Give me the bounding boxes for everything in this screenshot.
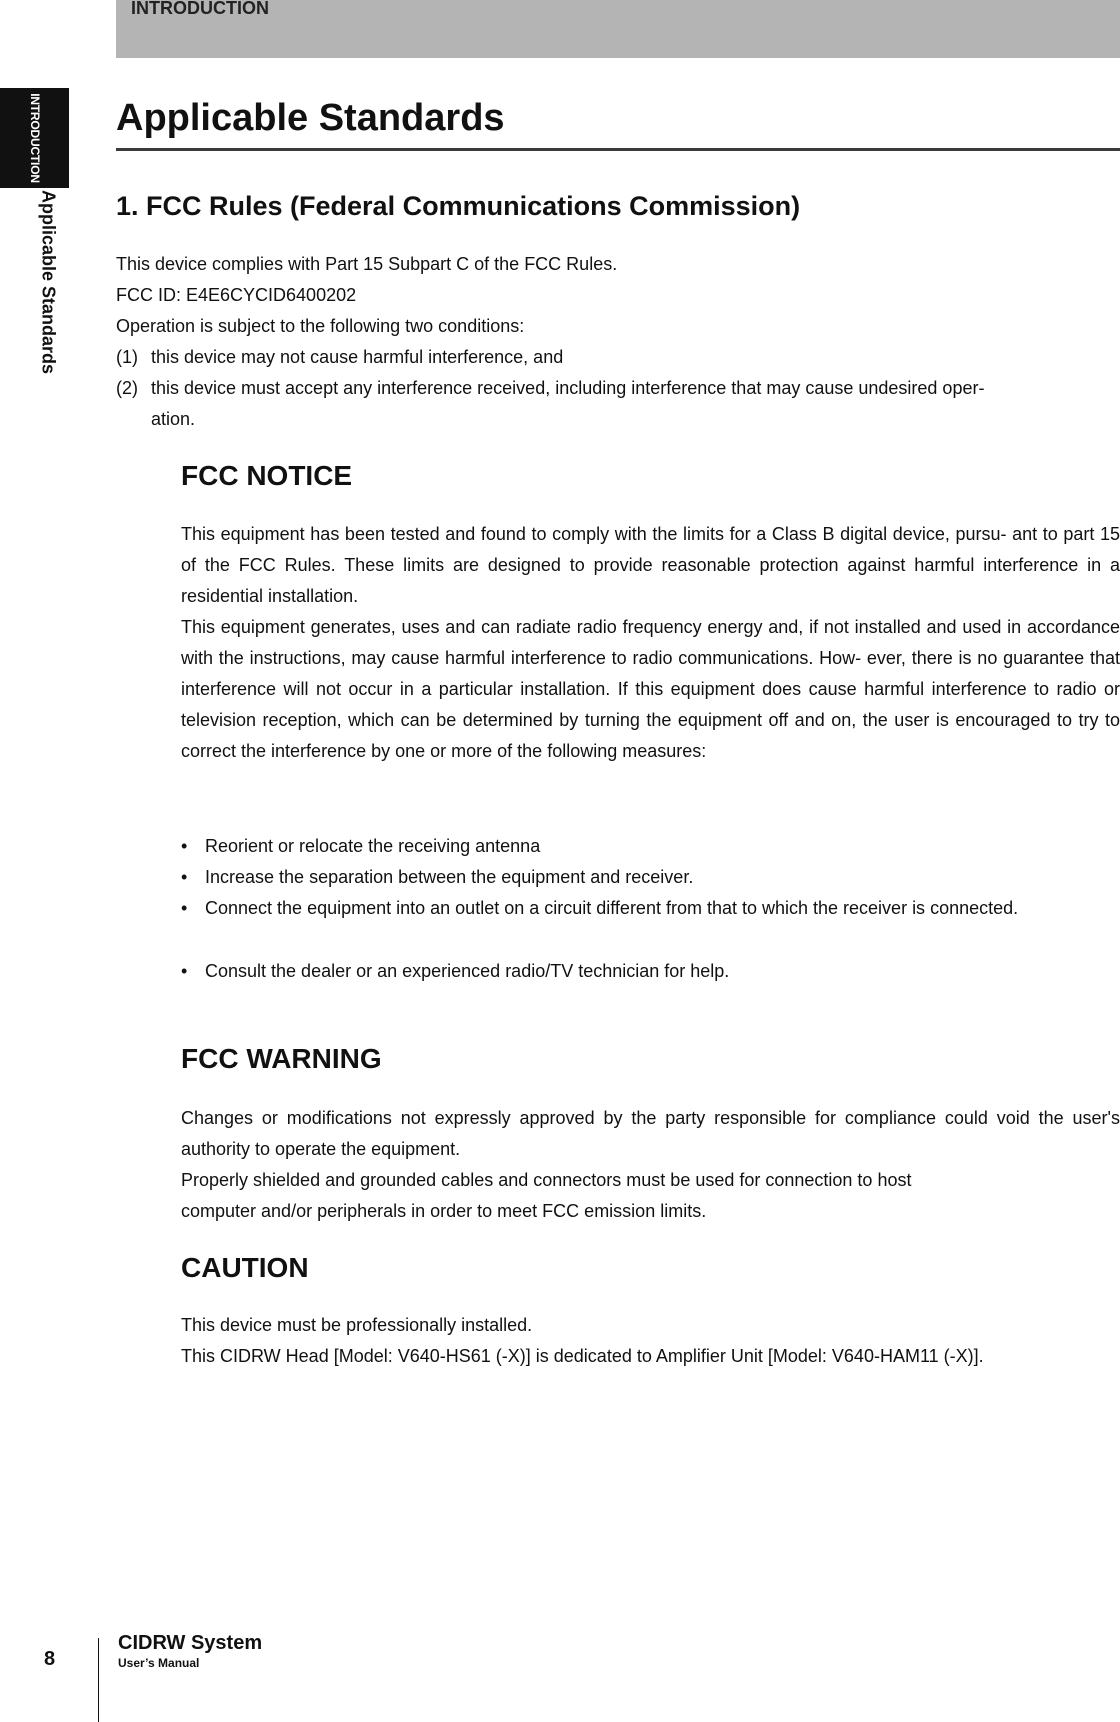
fcc-warning-heading: FCC WARNING (181, 1043, 382, 1074)
condition-number: (1) (116, 347, 138, 367)
footer-product-name: CIDRW System (118, 1632, 263, 1654)
caution-heading: CAUTION (181, 1252, 309, 1283)
bullet-mark: • (181, 898, 188, 918)
bullet-mark: • (181, 836, 188, 856)
fcc-id: FCC ID: E4E6CYCID6400202 (116, 285, 357, 305)
bullet-mark: • (181, 961, 188, 981)
caution-line-1: This device must be professionally installed. (181, 1315, 533, 1335)
header-section-label: INTRODUCTION (131, 0, 269, 18)
caution-line-2: This CIDRW Head [Model: V640-HS61 (-X)] is dedicated to Amplifier Unit [Model: V640-HAM11 (-X)]. (181, 1346, 984, 1366)
measure-item: Reorient or relocate the receiving antenna (205, 836, 541, 856)
condition-text: this device may not cause harmful interference, and (151, 347, 564, 367)
side-tab-label: INTRODUCTION (28, 93, 42, 183)
fcc-warning-paragraph-2-line-1: Properly shielded and grounded cables and connectors must be used for connection to host (181, 1170, 912, 1190)
intro-line-1: This device complies with Part 15 Subpart C of the FCC Rules. (116, 254, 618, 274)
fcc-notice-paragraph-1: This equipment has been tested and found to comply with the limits for a Class B digital device, pursu- ant to part 15 of the FCC Rules. These limits are designed to provide reasonable protection against harmful interference in a residential installation. (181, 524, 1120, 606)
measure-item: Connect the equipment into an outlet on a circuit different from that to which the receiver is connected. (205, 898, 1019, 918)
bullet-mark: • (181, 867, 188, 887)
intro-line-3: Operation is subject to the following two conditions: (116, 316, 525, 336)
page-number: 8 (44, 1648, 56, 1670)
measure-item: Consult the dealer or an experienced radio/TV technician for help. (205, 961, 730, 981)
title-rule (116, 148, 1120, 151)
fcc-warning-paragraph-2-line-2: computer and/or peripherals in order to meet FCC emission limits. (181, 1201, 707, 1221)
header-band (116, 0, 1120, 58)
fcc-warning-paragraph-1: Changes or modifications not expressly approved by the party responsible for compliance could void the user's authority to operate the equipment. (181, 1108, 1120, 1159)
fcc-notice-paragraph-2: This equipment generates, uses and can radiate radio frequency energy and, if not installed and used in accordance with the instructions, may cause harmful interference to radio communications. How- ever, there is no guarantee that interference will not occur in a particular installation. If this equipment does cause harmful interference to radio or television reception, which can be determined by turning the equipment off and on, the user is encouraged to try to correct the interference by one or more of the following measures: (181, 617, 1120, 761)
condition-text-continued: ation. (151, 409, 196, 429)
measure-item: Increase the separation between the equipment and receiver. (205, 867, 694, 887)
page-title: Applicable Standards (116, 97, 505, 139)
side-tab (0, 88, 69, 188)
fcc-notice-heading: FCC NOTICE (181, 460, 353, 491)
footer-manual-label: User’s Manual (118, 1656, 200, 1670)
footer-divider (98, 1638, 99, 1722)
section-heading: 1. FCC Rules (Federal Communications Commission) (116, 191, 801, 221)
condition-text: this device must accept any interference received, including interference that may cause undesired oper- (151, 378, 985, 398)
side-section-title: Applicable Standards (38, 189, 59, 375)
condition-number: (2) (116, 378, 138, 398)
